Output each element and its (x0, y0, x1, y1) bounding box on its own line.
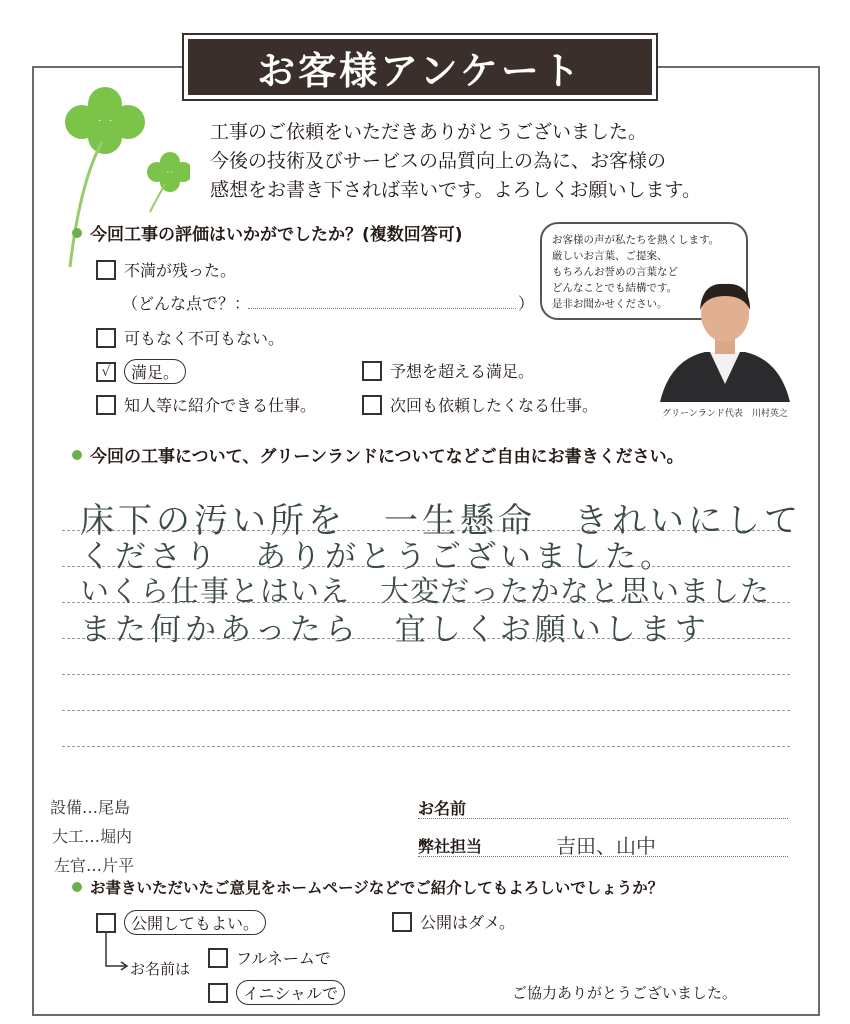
bullet-dot-icon (72, 228, 82, 238)
bullet-dot-icon (72, 450, 82, 460)
detail-close-text: ） (518, 294, 535, 313)
intro-text (210, 118, 770, 205)
name-is-label: お名前は (130, 960, 191, 978)
bubble-line: どんなことでも結構です。 (552, 282, 678, 294)
bubble-line: 是非お聞かせください。 (552, 298, 668, 310)
bubble-line: 厳しいお言葉、ご提案、 (552, 250, 668, 262)
staff-value[interactable]: 吉田、山中 (556, 834, 656, 858)
option-label: 満足。 (124, 359, 186, 384)
option-label: 公開はダメ。 (420, 913, 516, 932)
option-label: 可もなく不可もない。 (124, 329, 285, 348)
staff-note: 左官…片平 (54, 856, 135, 875)
q3-heading (72, 876, 663, 898)
staff-note: 大工…堀内 (52, 827, 133, 846)
checkbox-checked[interactable]: √ (96, 362, 116, 382)
staff-line (418, 856, 788, 857)
option-label: 次回も依頼したくなる仕事。 (390, 396, 599, 415)
writing-line (62, 746, 790, 747)
checkbox[interactable] (96, 395, 116, 415)
detail-prompt (122, 291, 250, 314)
option-fullname[interactable] (208, 946, 331, 969)
writing-line (62, 710, 790, 711)
option-label: フルネームで (236, 949, 331, 968)
option-beyond-expectation[interactable] (362, 359, 534, 382)
representative-caption: グリーンランド代表 川村英之 (662, 409, 788, 419)
thanks-text: ご協力ありがとうございました。 (512, 984, 738, 1002)
checkbox[interactable] (362, 361, 382, 381)
checkbox[interactable] (392, 912, 412, 932)
detail-line[interactable] (248, 308, 516, 309)
option-label: 予想を超える満足。 (390, 362, 535, 381)
option-label: イニシャルで (236, 980, 345, 1005)
q3-heading-text: お書きいただいたご意見をホームページなどでご紹介してもよろしいでしょうか？ (90, 879, 664, 897)
staff-label: 弊社担当 (418, 837, 483, 856)
option-repeat-request[interactable] (362, 393, 598, 416)
option-label: 公開してもよい。 (124, 910, 266, 935)
option-public-ng[interactable] (392, 910, 515, 933)
option-initials[interactable] (208, 980, 345, 1005)
answer-line[interactable]: また何かあったら 宜しくお願いします (80, 612, 710, 648)
bullet-dot-icon (72, 882, 82, 892)
page-title: お客様アンケート (188, 39, 652, 95)
option-neutral[interactable] (96, 326, 284, 349)
intro-line: 今後の技術及びサービスの品質向上の為に、お客様の (210, 150, 667, 172)
checkbox[interactable] (208, 948, 228, 968)
checkbox[interactable] (96, 260, 116, 280)
option-recommendable[interactable] (96, 393, 316, 416)
checkbox[interactable] (362, 395, 382, 415)
representative-photo-icon (660, 272, 790, 402)
title-frame (182, 33, 658, 101)
q1-heading (72, 220, 463, 245)
q2-heading (72, 442, 684, 467)
checkbox[interactable] (96, 328, 116, 348)
checkbox[interactable] (96, 913, 116, 933)
detail-prompt-text: （どんな点で？： (122, 294, 251, 313)
bubble-line: お客様の声が私たちを熱くします。 (552, 234, 720, 246)
answer-line[interactable]: いくら仕事とはいえ 大変だったかなと思いました (80, 574, 771, 608)
option-label: 知人等に紹介できる仕事。 (124, 396, 317, 415)
checkbox[interactable] (208, 983, 228, 1003)
name-line[interactable] (418, 818, 788, 819)
name-label: お名前 (418, 799, 467, 818)
staff-note: 設備…尾島 (50, 798, 131, 817)
intro-line: 工事のご依頼をいただきありがとうございました。 (210, 121, 648, 143)
writing-line (62, 674, 790, 675)
intro-line: 感想をお書き下されば幸いです。よろしくお願いします。 (210, 179, 701, 201)
option-label: 不満が残った。 (124, 261, 237, 280)
option-satisfied[interactable] (96, 359, 186, 384)
answer-line[interactable]: 床下の汚い所を 一生懸命 きれいにして (80, 501, 802, 541)
answer-line[interactable]: くださり ありがとうございました。 (80, 539, 675, 575)
branch-arrow-icon (100, 932, 130, 972)
detail-close (518, 291, 534, 314)
option-dissatisfied[interactable] (96, 258, 236, 281)
q1-heading-text: 今回工事の評価はいかがでしたか？(複数回答可) (90, 225, 463, 245)
bubble-line: もちろんお誉めの言葉など (552, 266, 678, 278)
q2-heading-text: 今回の工事について、グリーンランドについてなどご自由にお書きください。 (90, 447, 684, 467)
